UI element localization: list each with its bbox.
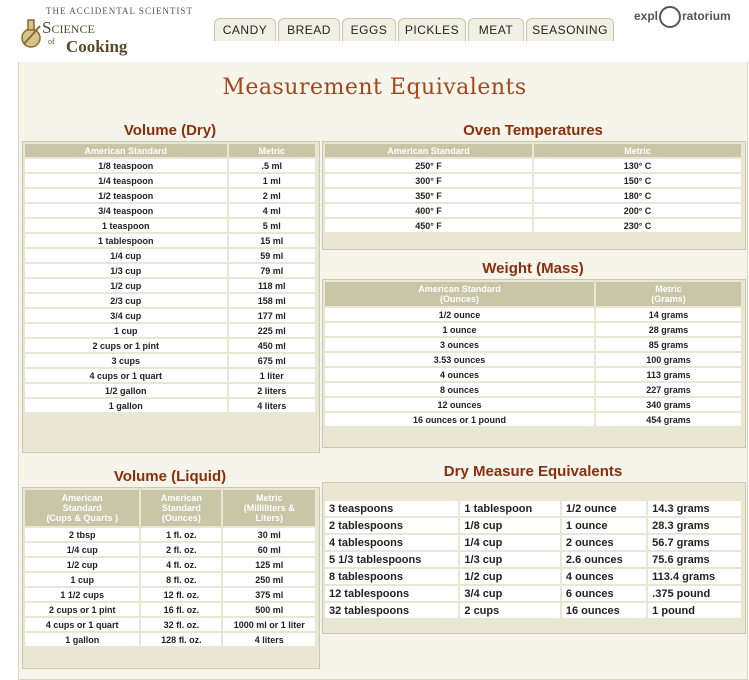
table-cell: 85 grams: [596, 338, 741, 351]
table-row: [25, 399, 315, 412]
column-header: American Standard (Cups & Quarts ): [25, 490, 139, 526]
table-row: [325, 518, 741, 533]
table-row: [325, 368, 741, 381]
table-cell: 59 ml: [229, 249, 315, 262]
table-cell: 1/2 cup: [460, 569, 560, 584]
table-cell: 1/4 cup: [25, 249, 227, 262]
table-cell: 113 grams: [596, 368, 741, 381]
table-cell: 6 ounces: [562, 586, 646, 601]
table-row: [25, 384, 315, 397]
table-cell: 8 ounces: [325, 383, 594, 396]
table-cell: 1 tablespoon: [25, 234, 227, 247]
table-cell: 1 cup: [25, 573, 139, 586]
table-cell: 125 ml: [223, 558, 315, 571]
table-row: [325, 398, 741, 411]
explo-right: ratorium: [682, 9, 731, 24]
logo-science: Science: [42, 18, 95, 37]
column-header: Metric: [229, 144, 315, 157]
column-header: American Standard (Ounces): [141, 490, 221, 526]
table-cell: 2 liters: [229, 384, 315, 397]
table-cell: 4 ml: [229, 204, 315, 217]
table-row: [325, 174, 741, 187]
table-row: [25, 354, 315, 367]
oven-title: Oven Temperatures: [463, 122, 603, 139]
table-row: [25, 249, 315, 262]
table-cell: 2 cups: [460, 603, 560, 618]
table-cell: 150° C: [534, 174, 741, 187]
volume-dry-box: [22, 141, 320, 453]
table-cell: 3/4 teaspoon: [25, 204, 227, 217]
oven-box: [322, 141, 746, 250]
volume-dry-title: Volume (Dry): [123, 122, 217, 139]
site-header: [0, 0, 749, 62]
column-header: American Standard (Ounces): [325, 282, 594, 306]
table-cell: 130° C: [534, 159, 741, 172]
weight-table: [323, 280, 743, 428]
table-cell: 225 ml: [229, 324, 315, 337]
volume-liquid-box: [22, 487, 320, 669]
table-row: [25, 543, 315, 556]
table-cell: 180° C: [534, 189, 741, 202]
table-cell: 454 grams: [596, 413, 741, 426]
logo-cooking: Cooking: [66, 37, 128, 56]
table-cell: .375 pound: [648, 586, 741, 601]
table-cell: 1 gallon: [25, 633, 139, 646]
dry-measure-table: [323, 499, 743, 620]
table-cell: 675 ml: [229, 354, 315, 367]
table-cell: 2 cups or 1 pint: [25, 603, 139, 616]
table-row: [325, 204, 741, 217]
table-cell: 32 tablespoons: [325, 603, 458, 618]
table-row: [25, 309, 315, 322]
table-row: [325, 501, 741, 516]
table-cell: 250° F: [325, 159, 532, 172]
table-cell: 1 pound: [648, 603, 741, 618]
table-row: [25, 588, 315, 601]
table-cell: 8 fl. oz.: [141, 573, 221, 586]
page-title: Measurement Equivalents: [222, 75, 527, 100]
table-cell: 1 liter: [229, 369, 315, 382]
table-cell: 12 tablespoons: [325, 586, 458, 601]
table-row: [325, 189, 741, 202]
volume-liquid-title: Volume (Liquid): [113, 468, 227, 485]
table-cell: 2.6 ounces: [562, 552, 646, 567]
table-row: [325, 413, 741, 426]
table-cell: 227 grams: [596, 383, 741, 396]
table-row: [325, 308, 741, 321]
table-cell: 28 grams: [596, 323, 741, 336]
table-row: [325, 383, 741, 396]
table-cell: 2 tablespoons: [325, 518, 458, 533]
table-cell: 12 ounces: [325, 398, 594, 411]
table-row: [25, 324, 315, 337]
tab-seasoning[interactable]: SEASONING: [526, 18, 614, 41]
tab-meat[interactable]: MEAT: [468, 18, 524, 41]
table-cell: 1/2 cup: [25, 279, 227, 292]
header-row: [325, 144, 741, 157]
table-cell: 300° F: [325, 174, 532, 187]
table-cell: 100 grams: [596, 353, 741, 366]
table-cell: 4 fl. oz.: [141, 558, 221, 571]
header-row: [25, 490, 315, 526]
table-cell: 16 fl. oz.: [141, 603, 221, 616]
column-header: American Standard: [325, 144, 532, 157]
table-cell: 450 ml: [229, 339, 315, 352]
table-cell: 400° F: [325, 204, 532, 217]
header-row: [325, 282, 741, 306]
table-cell: 3.53 ounces: [325, 353, 594, 366]
table-row: [25, 234, 315, 247]
table-cell: 1 ounce: [325, 323, 594, 336]
table-cell: 200° C: [534, 204, 741, 217]
table-cell: 1/4 cup: [25, 543, 139, 556]
table-row: [25, 264, 315, 277]
table-cell: 8 tablespoons: [325, 569, 458, 584]
site-logo[interactable]: [12, 4, 212, 60]
table-cell: 2 fl. oz.: [141, 543, 221, 556]
table-row: [325, 219, 741, 232]
table-cell: 3 teaspoons: [325, 501, 458, 516]
table-cell: 1/2 cup: [25, 558, 139, 571]
table-cell: 1 tablespoon: [460, 501, 560, 516]
table-cell: 3 cups: [25, 354, 227, 367]
logo-of: of: [48, 37, 55, 46]
table-cell: 28.3 grams: [648, 518, 741, 533]
table-cell: 4 liters: [229, 399, 315, 412]
table-cell: 1 teaspoon: [25, 219, 227, 232]
table-cell: 14.3 grams: [648, 501, 741, 516]
table-row: [325, 586, 741, 601]
table-row: [325, 569, 741, 584]
dry-measure-box: [322, 482, 746, 634]
table-cell: 2 ml: [229, 189, 315, 202]
table-cell: 450° F: [325, 219, 532, 232]
table-cell: 1/3 cup: [460, 552, 560, 567]
table-cell: 118 ml: [229, 279, 315, 292]
table-cell: 1/2 ounce: [562, 501, 646, 516]
table-cell: 16 ounces or 1 pound: [325, 413, 594, 426]
table-cell: 500 ml: [223, 603, 315, 616]
tab-eggs[interactable]: EGGS: [342, 18, 396, 41]
weight-box: [322, 279, 746, 448]
table-row: [25, 279, 315, 292]
table-cell: 60 ml: [223, 543, 315, 556]
table-cell: 1/2 gallon: [25, 384, 227, 397]
column-header: Metric (Grams): [596, 282, 741, 306]
table-cell: 75.6 grams: [648, 552, 741, 567]
table-cell: 128 fl. oz.: [141, 633, 221, 646]
table-row: [25, 633, 315, 646]
table-row: [325, 552, 741, 567]
column-header: American Standard: [25, 144, 227, 157]
table-cell: 2 cups or 1 pint: [25, 339, 227, 352]
table-row: [25, 219, 315, 232]
table-cell: 1/8 teaspoon: [25, 159, 227, 172]
table-cell: 1/2 ounce: [325, 308, 594, 321]
table-cell: 3/4 cup: [460, 586, 560, 601]
table-cell: 1/2 teaspoon: [25, 189, 227, 202]
table-cell: 340 grams: [596, 398, 741, 411]
dry-measure-title: Dry Measure Equivalents: [443, 463, 623, 480]
exploratorium-logo[interactable]: [634, 6, 731, 28]
table-row: [325, 535, 741, 550]
table-cell: 4 tablespoons: [325, 535, 458, 550]
table-row: [325, 323, 741, 336]
explo-o-icon: [659, 6, 681, 28]
tab-candy[interactable]: CANDY: [214, 18, 276, 41]
table-row: [25, 174, 315, 187]
table-cell: 32 fl. oz.: [141, 618, 221, 631]
table-row: [25, 558, 315, 571]
table-cell: 4 cups or 1 quart: [25, 618, 139, 631]
table-cell: 1 fl. oz.: [141, 528, 221, 541]
oven-table: [323, 142, 743, 234]
volume-liquid-table: [23, 488, 317, 648]
table-cell: 3 ounces: [325, 338, 594, 351]
table-row: [325, 603, 741, 618]
column-header: Metric (Milliliters & Liters): [223, 490, 315, 526]
table-cell: 113.4 grams: [648, 569, 741, 584]
table-row: [25, 294, 315, 307]
column-header: Metric: [534, 144, 741, 157]
table-row: [25, 573, 315, 586]
table-cell: .5 ml: [229, 159, 315, 172]
table-cell: 1/4 cup: [460, 535, 560, 550]
table-cell: 1 1/2 cups: [25, 588, 139, 601]
table-cell: 1/4 teaspoon: [25, 174, 227, 187]
table-cell: 14 grams: [596, 308, 741, 321]
tab-pickles[interactable]: PICKLES: [398, 18, 466, 41]
table-cell: 30 ml: [223, 528, 315, 541]
table-cell: 15 ml: [229, 234, 315, 247]
table-cell: 250 ml: [223, 573, 315, 586]
table-cell: 16 ounces: [562, 603, 646, 618]
table-cell: 4 ounces: [562, 569, 646, 584]
explo-left: expl: [634, 9, 659, 24]
flask-icon: [20, 18, 42, 48]
table-row: [25, 204, 315, 217]
table-row: [325, 353, 741, 366]
table-row: [325, 159, 741, 172]
table-cell: 1 gallon: [25, 399, 227, 412]
table-cell: 1/8 cup: [460, 518, 560, 533]
header-row: [25, 144, 315, 157]
table-row: [25, 528, 315, 541]
table-cell: 230° C: [534, 219, 741, 232]
table-cell: 177 ml: [229, 309, 315, 322]
table-cell: 1 ml: [229, 174, 315, 187]
table-row: [25, 603, 315, 616]
tab-bread[interactable]: BREAD: [278, 18, 340, 41]
table-cell: 3/4 cup: [25, 309, 227, 322]
table-cell: 5 1/3 tablespoons: [325, 552, 458, 567]
table-cell: 2/3 cup: [25, 294, 227, 307]
table-cell: 4 cups or 1 quart: [25, 369, 227, 382]
table-cell: 79 ml: [229, 264, 315, 277]
table-cell: 158 ml: [229, 294, 315, 307]
table-row: [25, 189, 315, 202]
table-row: [25, 618, 315, 631]
table-cell: 5 ml: [229, 219, 315, 232]
table-cell: 1/3 cup: [25, 264, 227, 277]
table-cell: 350° F: [325, 189, 532, 202]
table-cell: 375 ml: [223, 588, 315, 601]
table-cell: 1 ounce: [562, 518, 646, 533]
volume-dry-table: [23, 142, 317, 414]
table-row: [25, 159, 315, 172]
table-cell: 56.7 grams: [648, 535, 741, 550]
weight-title: Weight (Mass): [482, 260, 584, 277]
table-cell: 4 ounces: [325, 368, 594, 381]
table-cell: 1000 ml or 1 liter: [223, 618, 315, 631]
table-cell: 12 fl. oz.: [141, 588, 221, 601]
table-cell: 2 ounces: [562, 535, 646, 550]
table-row: [25, 339, 315, 352]
table-cell: 1 cup: [25, 324, 227, 337]
table-row: [25, 369, 315, 382]
logo-tagline: THE ACCIDENTAL SCIENTIST: [46, 6, 193, 16]
table-row: [325, 338, 741, 351]
table-cell: 4 liters: [223, 633, 315, 646]
table-cell: 2 tbsp: [25, 528, 139, 541]
